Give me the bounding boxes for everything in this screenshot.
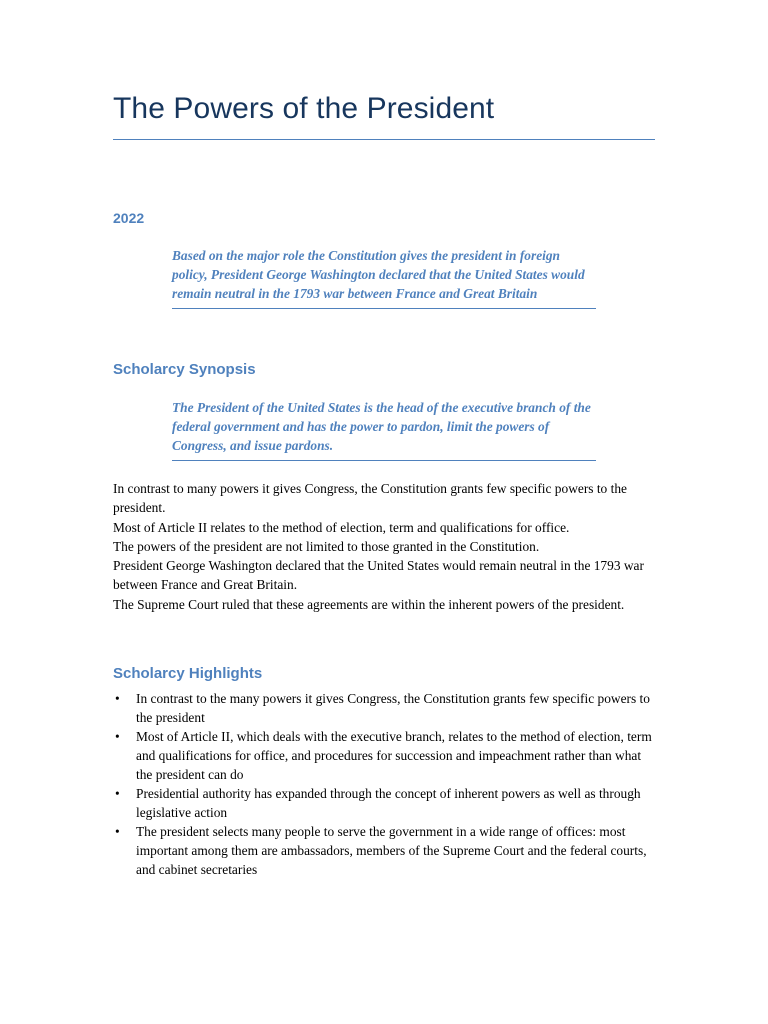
year-heading: 2022 xyxy=(113,210,145,226)
list-item-text: The president selects many people to serve the government in a wide range of offices: most important among them are ambassadors, members of the Supreme Court and the federal courts, and cabinet secretaries xyxy=(136,824,647,877)
summary-paragraph: Most of Article II relates to the method of election, term and qualifications for office. xyxy=(113,519,570,535)
list-item xyxy=(113,689,658,727)
synopsis-heading: Scholarcy Synopsis xyxy=(113,361,256,378)
title-underline xyxy=(113,139,655,140)
bullet-icon: • xyxy=(115,786,120,801)
page-title: The Powers of the President xyxy=(113,92,495,125)
list-item-text: In contrast to the many powers it gives Congress, the Constitution grants few specific powers to the president xyxy=(136,691,650,725)
list-item xyxy=(113,784,658,822)
list-item xyxy=(113,822,658,879)
bullet-icon: • xyxy=(115,729,120,744)
synopsis-quote: The President of the United States is the head of the executive branch of the federal government and has the power to pardon, limit the powers of Congress, and issue pardons. xyxy=(172,398,596,461)
summary-paragraph: The Supreme Court ruled that these agreements are within the inherent powers of the president. xyxy=(113,596,625,612)
summary-text xyxy=(113,479,658,614)
summary-paragraph: In contrast to many powers it gives Congress, the Constitution grants few specific powers to the president. xyxy=(113,481,627,516)
summary-paragraph: President George Washington declared that the United States would remain neutral in the 1793 war between France and Great Britain. xyxy=(113,558,644,593)
highlights-list xyxy=(113,689,658,879)
bullet-icon: • xyxy=(115,824,120,839)
bullet-icon: • xyxy=(115,691,120,706)
list-item-text: Most of Article II, which deals with the executive branch, relates to the method of election, term and qualifications for office, and procedures for succession and impeachment rather than what the president can do xyxy=(136,729,652,782)
highlights-heading: Scholarcy Highlights xyxy=(113,665,263,682)
year-quote: Based on the major role the Constitution gives the president in foreign policy, President George Washington declared that the United States would remain neutral in the 1793 war between France and Great Britain xyxy=(172,246,596,309)
list-item-text: Presidential authority has expanded through the concept of inherent powers as well as through legislative action xyxy=(136,786,641,820)
summary-paragraph: The powers of the president are not limited to those granted in the Constitution. xyxy=(113,538,540,554)
list-item xyxy=(113,727,658,784)
